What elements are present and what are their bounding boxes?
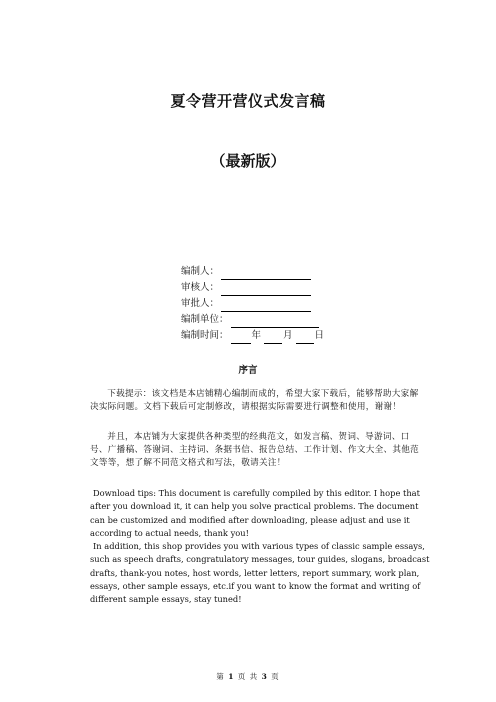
unit-row — [181, 312, 325, 328]
month-blank-line — [264, 332, 282, 344]
document-title: 夏令营开营仪式发言稿 — [170, 92, 326, 110]
preface-en-paragraph-2: In addition, this shop provides you with various types of classic sample essays, such as speech drafts, congratulatory messages, tour guides, slogans, broadcast drafts, thank-you notes, host words, letter letters, report summary, work plan, essays, other sample essays, etc.if you want to know the format and writing of different sample essays, stay tuned! — [90, 541, 430, 605]
year-unit: 年 — [251, 330, 262, 341]
preface-cn-paragraph-2: 并且，本店铺为大家提供各种类型的经典范文，如发言稿、贺词、导游词、口号、广播稿、答谢词、主持词、条据书信、报告总结、工作计划、作文大全、其他范文等等，想了解不同范文格式和写法，敬请关注！ — [90, 432, 420, 469]
approver-label: 审批人： — [181, 298, 220, 309]
reviewer-row — [181, 280, 325, 296]
footer-suffix: 页 — [271, 672, 280, 681]
day-unit: 日 — [314, 330, 325, 341]
footer-prefix: 第 — [216, 672, 225, 681]
editor-blank-line — [221, 268, 311, 280]
editor-label: 编制人： — [181, 266, 220, 277]
reviewer-label: 审核人： — [181, 282, 220, 293]
preface-cn-paragraph-1: 下载提示：该文档是本店铺精心编制而成的，希望大家下载后，能够帮助大家解决实际问题。文档下载后可定制修改，请根据实际需要进行调整和使用，谢谢！ — [90, 389, 419, 413]
year-blank-line — [231, 332, 251, 344]
approver-row — [181, 296, 325, 312]
page-footer — [0, 671, 496, 682]
reviewer-blank-line — [221, 284, 311, 296]
day-blank-line — [296, 332, 314, 344]
unit-blank-line — [231, 316, 319, 328]
editor-row — [181, 264, 325, 280]
footer-middle: 页 共 — [237, 672, 259, 681]
unit-label: 编制单位： — [181, 314, 229, 325]
month-unit: 月 — [283, 330, 293, 341]
date-row — [181, 328, 325, 344]
footer-current-page: 1 — [228, 672, 235, 681]
footer-total-pages: 3 — [261, 672, 268, 681]
metadata-form — [181, 264, 325, 344]
preface-en-paragraph-1: Download tips: This document is carefully compiled by this editor. I hope that after you download it, it can help you solve practical problems. The document can be customized and modified after downloading, please adjust and use it according to actual needs, thank you! — [90, 488, 420, 538]
date-label: 编制时间： — [181, 330, 229, 341]
preface-heading: 序言 — [238, 365, 258, 376]
approver-blank-line — [221, 300, 311, 312]
document-subtitle: （最新版） — [210, 152, 286, 170]
